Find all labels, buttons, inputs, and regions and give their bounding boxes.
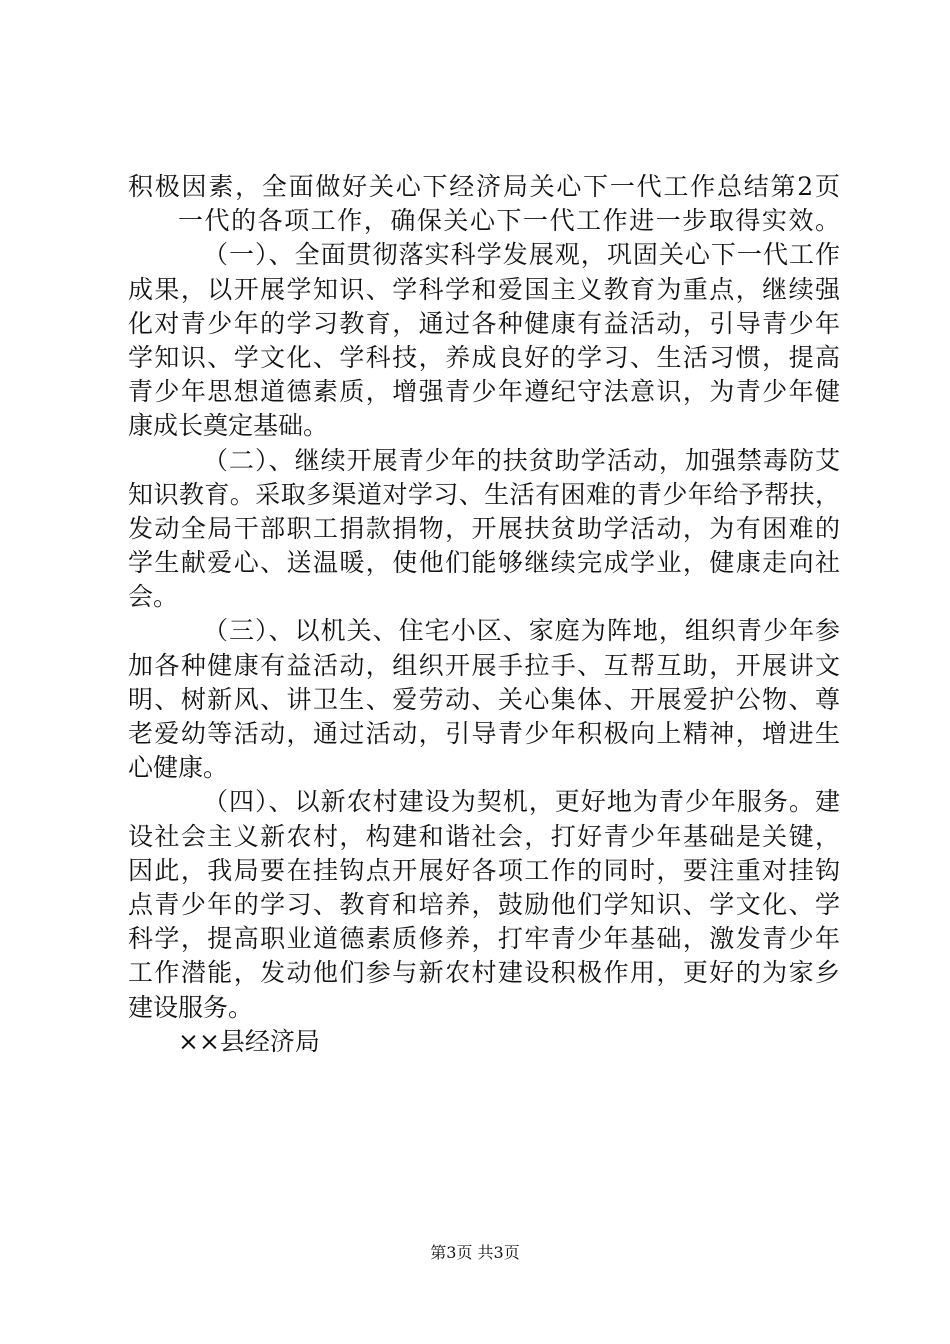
paragraph-heading-line: （一）、全面贯彻落实科学发展观，巩固关心下一代工作	[203, 240, 840, 270]
text-line: 会。	[128, 582, 179, 612]
paragraph-heading-line: （三）、以机关、住宅小区、家庭为阵地，组织青少年参	[203, 616, 840, 646]
paragraph-heading-line: （四）、以新农村建设为契机，更好地为青少年服务。建	[203, 787, 840, 817]
text-line: 加各种健康有益活动，组织开展手拉手、互帮互助，开展讲文	[128, 650, 840, 680]
text-line: 建设服务。	[128, 992, 254, 1022]
text-line: 知识教育。采取多渠道对学习、生活有困难的青少年给予帮扶，	[128, 479, 840, 509]
text-line: 工作潜能，发动他们参与新农村建设积极作用，更好的为家乡	[128, 958, 840, 988]
paragraph-heading-line: （二）、继续开展青少年的扶贫助学活动，加强禁毒防艾	[203, 445, 840, 475]
text-line: 设社会主义新农村，构建和谐社会，打好青少年基础是关键，	[128, 821, 840, 851]
document-body	[128, 170, 840, 1059]
text-line: 老爱幼等活动，通过活动，引导青少年积极向上精神，增进生	[128, 719, 840, 748]
text-line: 点青少年的学习、教育和培养，鼓励他们学知识、学文化、学	[128, 889, 840, 919]
text-line: 成果，以开展学知识、学科学和爱国主义教育为重点，继续强	[128, 274, 840, 304]
signature-line: ××县经济局	[178, 1026, 320, 1056]
text-line: 科学，提高职业道德素质修养，打牢青少年基础，激发青少年	[128, 924, 840, 954]
page-footer: 第3页 共3页	[430, 1243, 520, 1262]
text-line: 学生献爱心、送温暖，使他们能够继续完成学业，健康走向社	[128, 548, 840, 578]
text-line: 心健康。	[128, 753, 229, 783]
text-line: 发动全局干部职工捐款捐物，开展扶贫助学活动，为有困难的	[128, 513, 840, 543]
text-line: 积极因素，全面做好关心下经济局关心下一代工作总结第2页	[128, 172, 840, 201]
text-line: 因此，我局要在挂钩点开展好各项工作的同时，要注重对挂钩	[128, 855, 840, 885]
text-line: 学知识、学文化、学科技，养成良好的学习、生活习惯，提高	[128, 342, 840, 372]
text-line: 化对青少年的学习教育，通过各种健康有益活动，引导青少年	[128, 308, 840, 338]
text-line: 青少年思想道德素质，增强青少年遵纪守法意识，为青少年健	[128, 377, 840, 407]
text-line: 明、树新风、讲卫生、爱劳动、关心集体、开展爱护公物、尊	[128, 684, 840, 714]
text-line: 康成长奠定基础。	[128, 411, 329, 441]
text-line: 一代的各项工作，确保关心下一代工作进一步取得实效。	[178, 206, 840, 236]
